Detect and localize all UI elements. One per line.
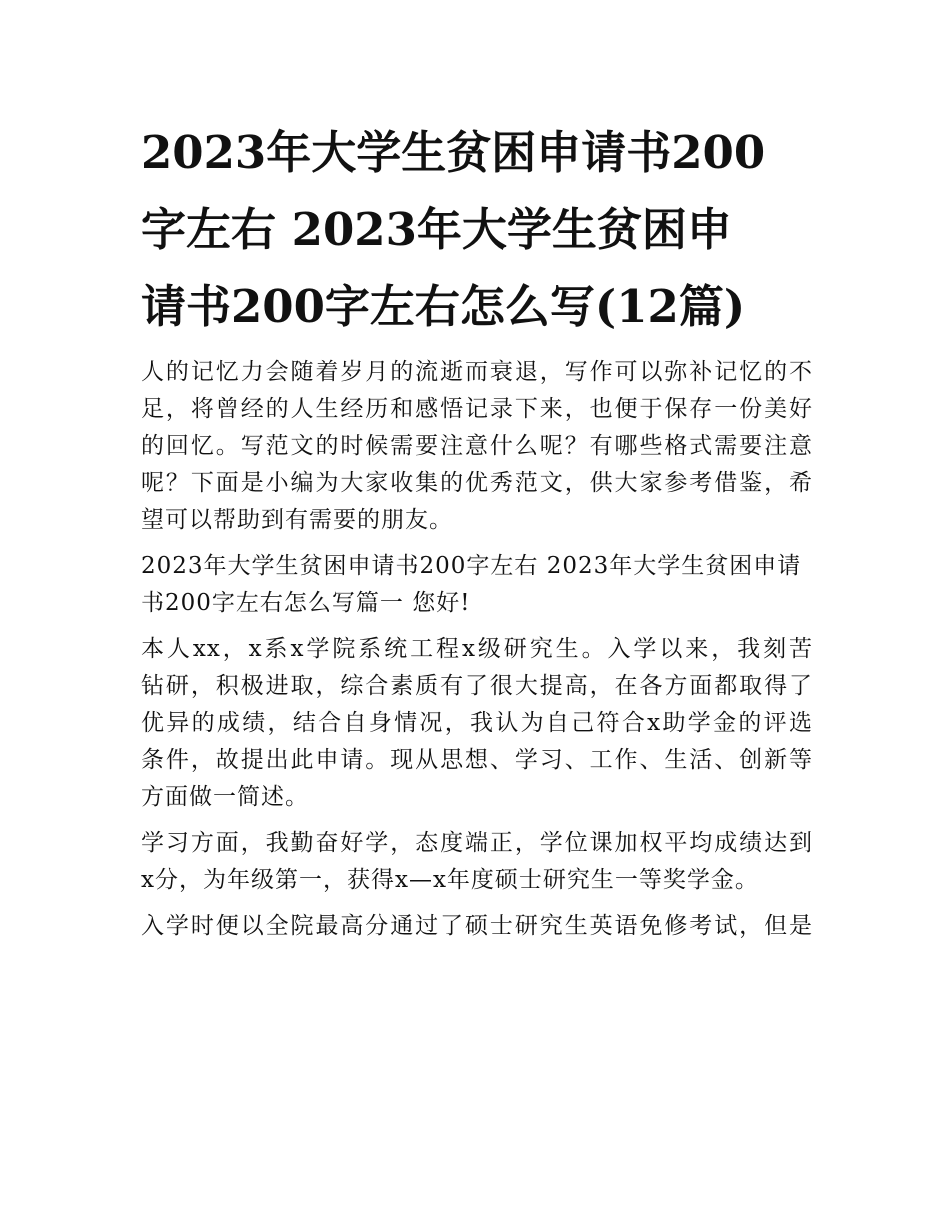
text-line: 2023年大学生贫困申请书200字左右 2023年大学生贫困申请 — [141, 553, 802, 579]
text-line: 书200字左右怎么写篇一 您好! — [141, 590, 471, 616]
text-line: 学习方面，我勤奋好学，态度端正，学位课加权平均成绩达到 — [141, 830, 813, 856]
text-line: 方面做一简述。 — [141, 784, 309, 810]
text-line: 人的记忆力会随着岁月的流逝而衰退，写作可以弥补记忆的不 — [141, 359, 813, 385]
heading-paragraph — [141, 548, 813, 622]
text-line: 优异的成绩，结合自身情况，我认为自己符合x助学金的评选 — [141, 710, 813, 736]
page-title — [141, 114, 813, 345]
document-content — [141, 114, 813, 945]
text-line: 本人xx，x系x学院系统工程x级研究生。入学以来，我刻苦 — [141, 636, 813, 662]
title-line: 字左右 2023年大学生贫困申 — [141, 203, 732, 256]
text-line: 望可以帮助到有需要的朋友。 — [141, 507, 453, 533]
title-line: 2023年大学生贫困申请书200 — [141, 126, 766, 179]
text-line: 条件，故提出此申请。现从思想、学习、工作、生活、创新等 — [141, 747, 813, 773]
title-line: 请书200字左右怎么写(12篇) — [141, 280, 746, 333]
body-paragraph — [141, 908, 813, 945]
body-paragraph — [141, 631, 813, 816]
text-line: 呢？下面是小编为大家收集的优秀范文，供大家参考借鉴，希 — [141, 470, 813, 496]
text-line: 钻研，积极进取，综合素质有了很大提高，在各方面都取得了 — [141, 673, 813, 699]
body-paragraph — [141, 825, 813, 899]
text-line: 的回忆。写范文的时候需要注意什么呢？有哪些格式需要注意 — [141, 433, 813, 459]
text-line: 足，将曾经的人生经历和感悟记录下来，也便于保存一份美好 — [141, 396, 813, 422]
intro-paragraph — [141, 354, 813, 539]
text-line: x分，为年级第一，获得x—x年度硕士研究生一等奖学金。 — [141, 867, 759, 893]
text-line: 入学时便以全院最高分通过了硕士研究生英语免修考试，但是 — [141, 913, 813, 939]
